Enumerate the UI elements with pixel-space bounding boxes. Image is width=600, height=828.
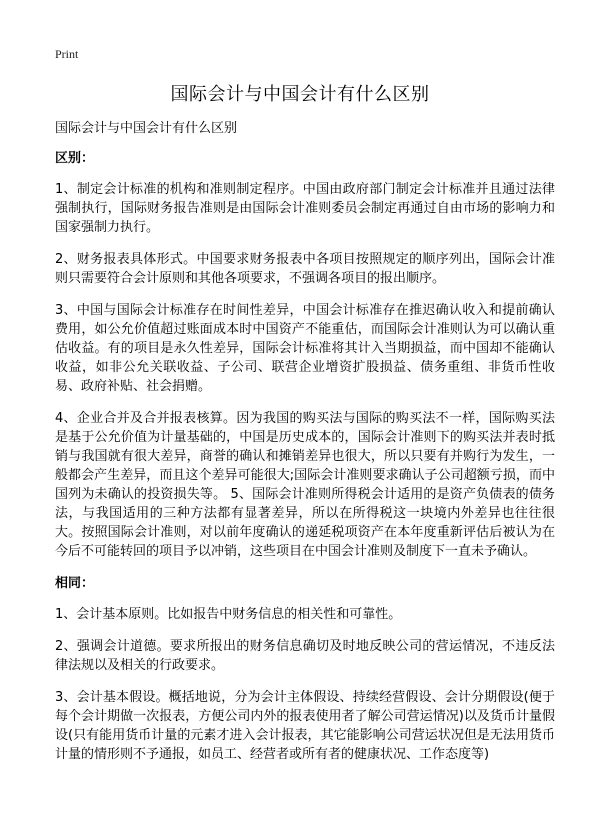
differences-heading: 区别： xyxy=(55,151,95,166)
difference-item-1: 1、制定会计标准的机构和准则制定程序。中国由政府部门制定会计标准并且通过法律强制执行，国际财务报告准则是由国际会计准则委员会制定再通过自由市场的影响力和国家强制力执行。 xyxy=(55,182,555,235)
similarity-item-1: 1、会计基本原则。比如报告中财务信息的相关性和可靠性。 xyxy=(55,607,402,622)
print-label: Print xyxy=(55,47,79,61)
difference-item-2: 2、财务报表具体形式。中国要求财务报表中各项目按照规定的顺序列出，国际会计准则只需要符合会计原则和其他各项要求，不强调各项目的报出顺序。 xyxy=(55,252,555,286)
difference-item-4: 4、企业合并及合并报表核算。因为我国的购买法与国际的购买法不一样，国际购买法是基于公允价值为计量基础的，中国是历史成本的，国际会计准则下的购买法并表时抵销与我国就有很大差异，商誉的确认和摊销差异也很大，所以只要有并购行为发生，一般都会产生差异，而且这个差异可能很大;国际会计准则要求确认子公司超额亏损，而中国列为未确认的投资损失等。 5、国际会计准则所得税会计适用的是资产负债表的债务法，与我国适用的三种方法都有显著差异，所以在所得税这一块境内外差异也往往很大。按照国际会计准则，对以前年度确认的递延税项资产在本年度重新评估后被认为在今后不可能转回的项目予以冲销，这些项目在中国会计准则及制度下一直未予确认。 xyxy=(55,411,555,559)
document-body xyxy=(55,119,555,777)
similarity-item-2: 2、强调会计道德。要求所报出的财务信息确切及时地反映公司的营运情况，不违反法律法规以及相关的行政要求。 xyxy=(55,639,555,673)
document-subtitle: 国际会计与中国会计有什么区别 xyxy=(55,121,238,136)
document-title: 国际会计与中国会计有什么区别 xyxy=(170,84,430,105)
difference-item-3: 3、中国与国际会计标准存在时间性差异，中国会计标准存在推迟确认收入和提前确认费用，如公允价值超过账面成本时中国资产不能重估，而国际会计准则认为可以确认重估收益。有的项目是永久性差异，国际会计标准将其计入当期损益，而中国却不能确认收益，如非公允关联收益、子公司、联营企业增资扩股损益、债务重组、非货币性收易、政府补贴、社会捐赠。 xyxy=(55,303,555,394)
similarity-item-3: 3、会计基本假设。概括地说，分为会计主体假设、持续经营假设、会计分期假设(便于每个会计期做一次报表，方便公司内外的报表使用者了解公司营运情况)以及货币计量假设(只有能用货币计量的元素才进入会计报表，其它能影响公司营运状况但是无法用货币计量的情形则不予通报，如员工、经营者或所有者的健康状况、工作态度等) xyxy=(55,690,555,762)
similarities-heading: 相同： xyxy=(55,576,95,591)
